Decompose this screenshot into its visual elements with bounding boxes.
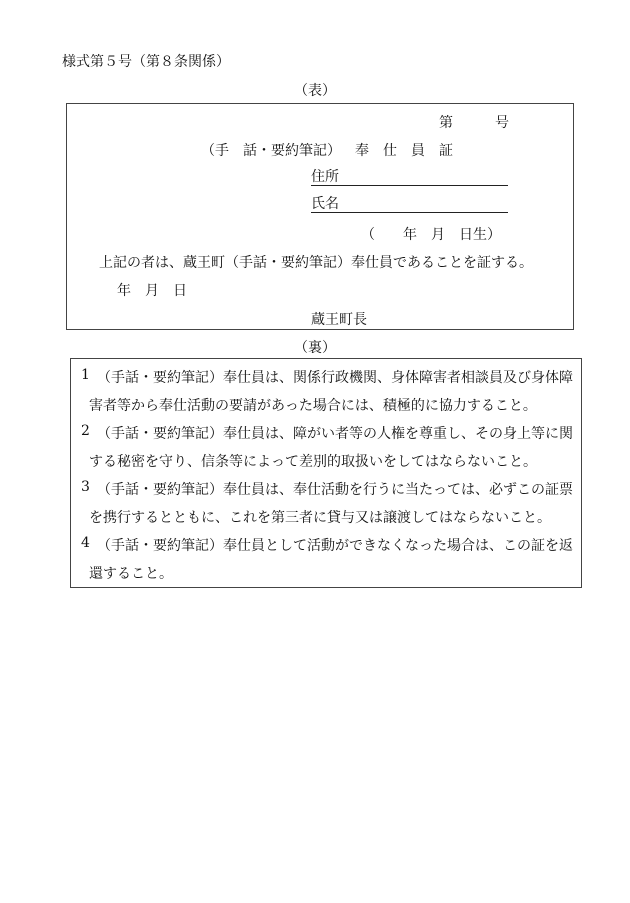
item-number: 2: [81, 423, 90, 439]
address-field: [311, 166, 508, 186]
certification-statement: 上記の者は、蔵王町（手話・要約筆記）奉仕員であることを証する。: [99, 255, 533, 271]
form-number-label: 様式第５号（第８条関係）: [62, 54, 230, 70]
birth-date-line: （ 年 月 日生）: [361, 227, 501, 243]
item-text-line2: する秘密を守り、信条等によって差別的取扱いをしてはならないこと。: [89, 454, 537, 470]
item-text-line2: を携行するとともに、これを第三者に貸与又は譲渡してはならないこと。: [89, 510, 551, 526]
certificate-front: [66, 103, 574, 330]
name-label: 氏名: [311, 196, 339, 212]
item-text-line1: （手話・要約筆記）奉仕員は、関係行政機関、身体障害者相談員及び身体障: [97, 370, 573, 386]
certificate-back: [70, 358, 582, 588]
address-label: 住所: [311, 169, 339, 185]
certificate-title: 奉 仕 員 証: [355, 143, 453, 159]
item-number: 3: [81, 479, 90, 495]
number-dai: 第: [439, 115, 453, 131]
back-side-label: （裏）: [294, 340, 336, 356]
number-go: 号: [495, 115, 509, 131]
issuer-name: 蔵王町長: [311, 312, 367, 328]
name-field: [311, 193, 508, 213]
front-side-label: （表）: [294, 83, 336, 99]
item-text-line2: 還すること。: [89, 566, 173, 582]
issue-date: 年 月 日: [117, 283, 187, 299]
certificate-title-prefix: （手 話・要約筆記）: [201, 143, 341, 159]
item-number: 1: [81, 367, 90, 383]
item-text-line1: （手話・要約筆記）奉仕員は、奉仕活動を行うに当たっては、必ずこの証票: [97, 482, 573, 498]
item-number: 4: [81, 535, 90, 551]
item-text-line2: 害者等から奉仕活動の要請があった場合には、積極的に協力すること。: [89, 398, 537, 414]
item-text-line1: （手話・要約筆記）奉仕員として活動ができなくなった場合は、この証を返: [97, 538, 573, 554]
item-text-line1: （手話・要約筆記）奉仕員は、障がい者等の人権を尊重し、その身上等に関: [97, 426, 573, 442]
